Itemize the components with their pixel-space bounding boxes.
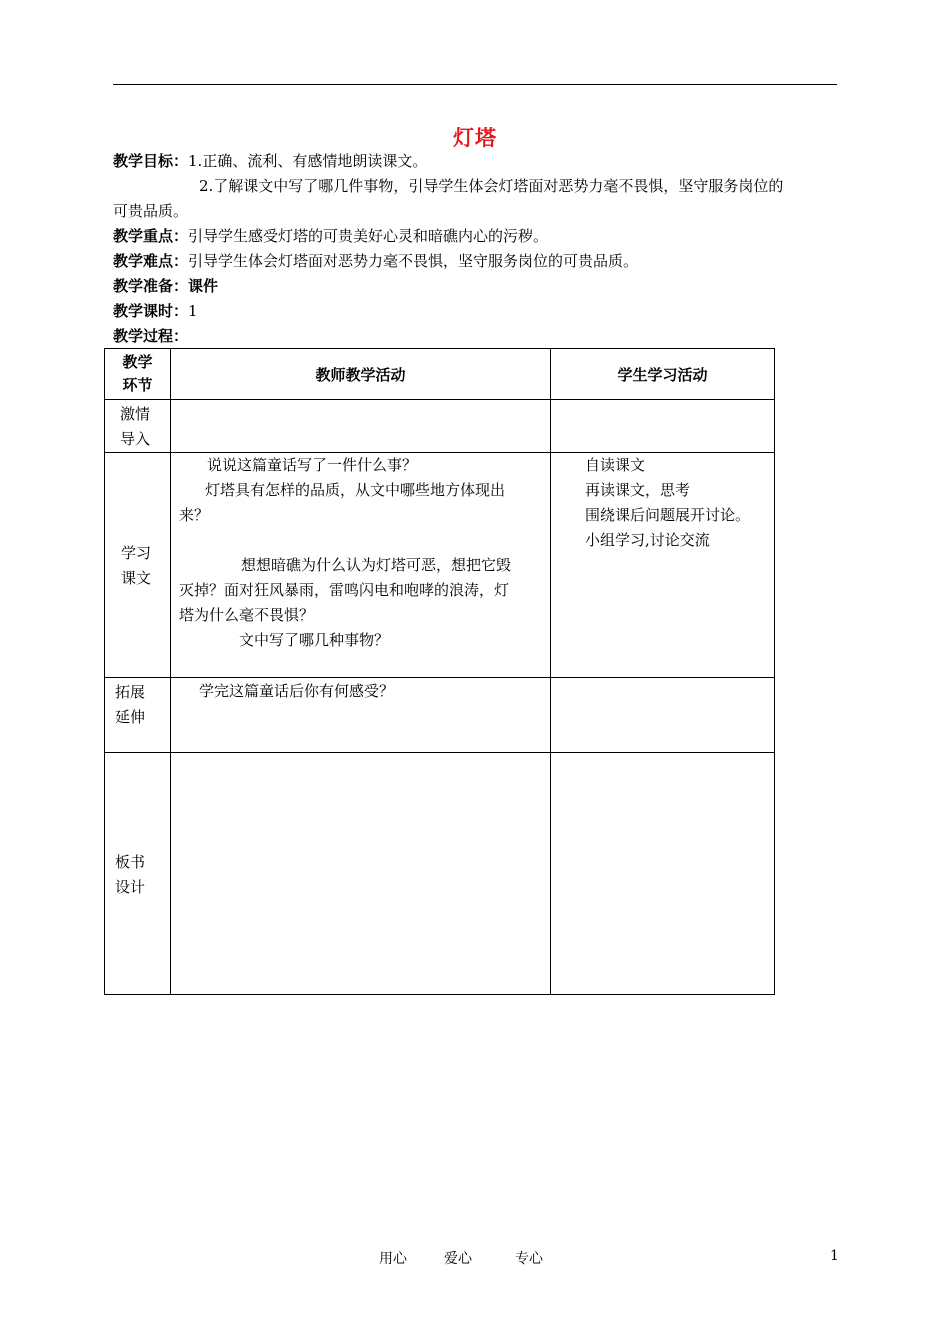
hours-line	[113, 300, 198, 322]
prep-label: 教学准备：	[113, 277, 189, 295]
student-text: 围绕课后问题展开讨论。	[585, 506, 751, 524]
table-row	[105, 753, 775, 995]
footer-motto-2: 爱心	[444, 1251, 472, 1267]
hours-text: 1	[188, 302, 198, 320]
goal-item-2-line-1: 2.了解课文中写了哪几件事物，引导学生体会灯塔面对恶势力毫不畏惧，坚守服务岗位的	[199, 177, 784, 195]
lesson-table	[104, 348, 775, 995]
header-rule	[113, 84, 837, 85]
teacher-text: 来？	[179, 506, 210, 524]
teacher-text: 文中写了哪几种事物？	[239, 631, 390, 649]
goal-label: 教学目标：	[113, 152, 189, 170]
table-header-row	[105, 349, 775, 400]
stage-cell	[105, 678, 171, 753]
process-line	[113, 325, 188, 347]
student-cell	[551, 400, 775, 453]
stage-line-2: 课文	[121, 569, 152, 587]
difficulty-line	[113, 250, 638, 272]
stage-cell	[105, 453, 171, 678]
student-cell	[551, 753, 775, 995]
focus-label: 教学重点：	[113, 227, 189, 245]
teacher-text: 塔为什么毫不畏惧？	[179, 606, 315, 624]
teacher-text: 说说这篇童话写了一件什么事？	[207, 456, 418, 474]
goal-item-2-line-2: 可贵品质。	[113, 202, 189, 220]
student-cell	[551, 453, 775, 678]
stage-line-2: 设计	[115, 877, 146, 896]
footer-motto-1: 用心	[379, 1251, 407, 1267]
process-label: 教学过程：	[113, 327, 189, 345]
stage-line-1: 板书	[115, 852, 146, 871]
stage-line-1: 激情	[120, 405, 151, 423]
stage-line-2: 延伸	[115, 708, 146, 726]
student-text: 小组学习,讨论交流	[585, 531, 710, 549]
student-cell	[551, 678, 775, 753]
teacher-text: 灯塔具有怎样的品质，从文中哪些地方体现出	[205, 481, 506, 499]
table-row	[105, 453, 775, 678]
page-number: 1	[830, 1248, 839, 1264]
stage-line-2: 导入	[120, 430, 151, 448]
student-text: 再读课文，思考	[585, 481, 691, 499]
prep-text: 课件	[188, 277, 219, 295]
table-row	[105, 678, 775, 753]
focus-line	[113, 225, 548, 247]
focus-text: 引导学生感受灯塔的可贵美好心灵和暗礁内心的污秽。	[188, 227, 549, 245]
header-stage-line-1: 教学	[122, 353, 153, 371]
student-text: 自读课文	[585, 456, 646, 474]
stage-cell	[105, 400, 171, 453]
stage-line-1: 学习	[121, 544, 152, 562]
header-teacher: 教师教学活动	[171, 349, 551, 400]
teacher-text: 学完这篇童话后你有何感受？	[199, 682, 395, 700]
stage-line-1: 拓展	[115, 683, 146, 701]
goal-item-1: 1.正确、流利、有感情地朗读课文。	[188, 152, 428, 170]
difficulty-label: 教学难点：	[113, 252, 189, 270]
hours-label: 教学课时：	[113, 302, 189, 320]
table-row	[105, 400, 775, 453]
difficulty-text: 引导学生体会灯塔面对恶势力毫不畏惧，坚守服务岗位的可贵品质。	[188, 252, 639, 270]
header-stage	[105, 349, 171, 400]
teacher-text: 想想暗礁为什么认为灯塔可恶，想把它毁	[241, 556, 512, 574]
document-title: 灯塔	[453, 125, 497, 150]
goal-line-1	[113, 150, 427, 172]
header-student: 学生学习活动	[551, 349, 775, 400]
teacher-text: 灭掉？面对狂风暴雨，雷鸣闪电和咆哮的浪涛，灯	[179, 581, 510, 599]
teacher-cell	[171, 753, 551, 995]
stage-cell	[105, 753, 171, 995]
teacher-cell	[171, 400, 551, 453]
teacher-cell	[171, 453, 551, 678]
teacher-cell	[171, 678, 551, 753]
prep-line	[113, 275, 218, 297]
footer-motto-3: 专心	[515, 1251, 543, 1267]
header-stage-line-2: 环节	[122, 376, 153, 394]
